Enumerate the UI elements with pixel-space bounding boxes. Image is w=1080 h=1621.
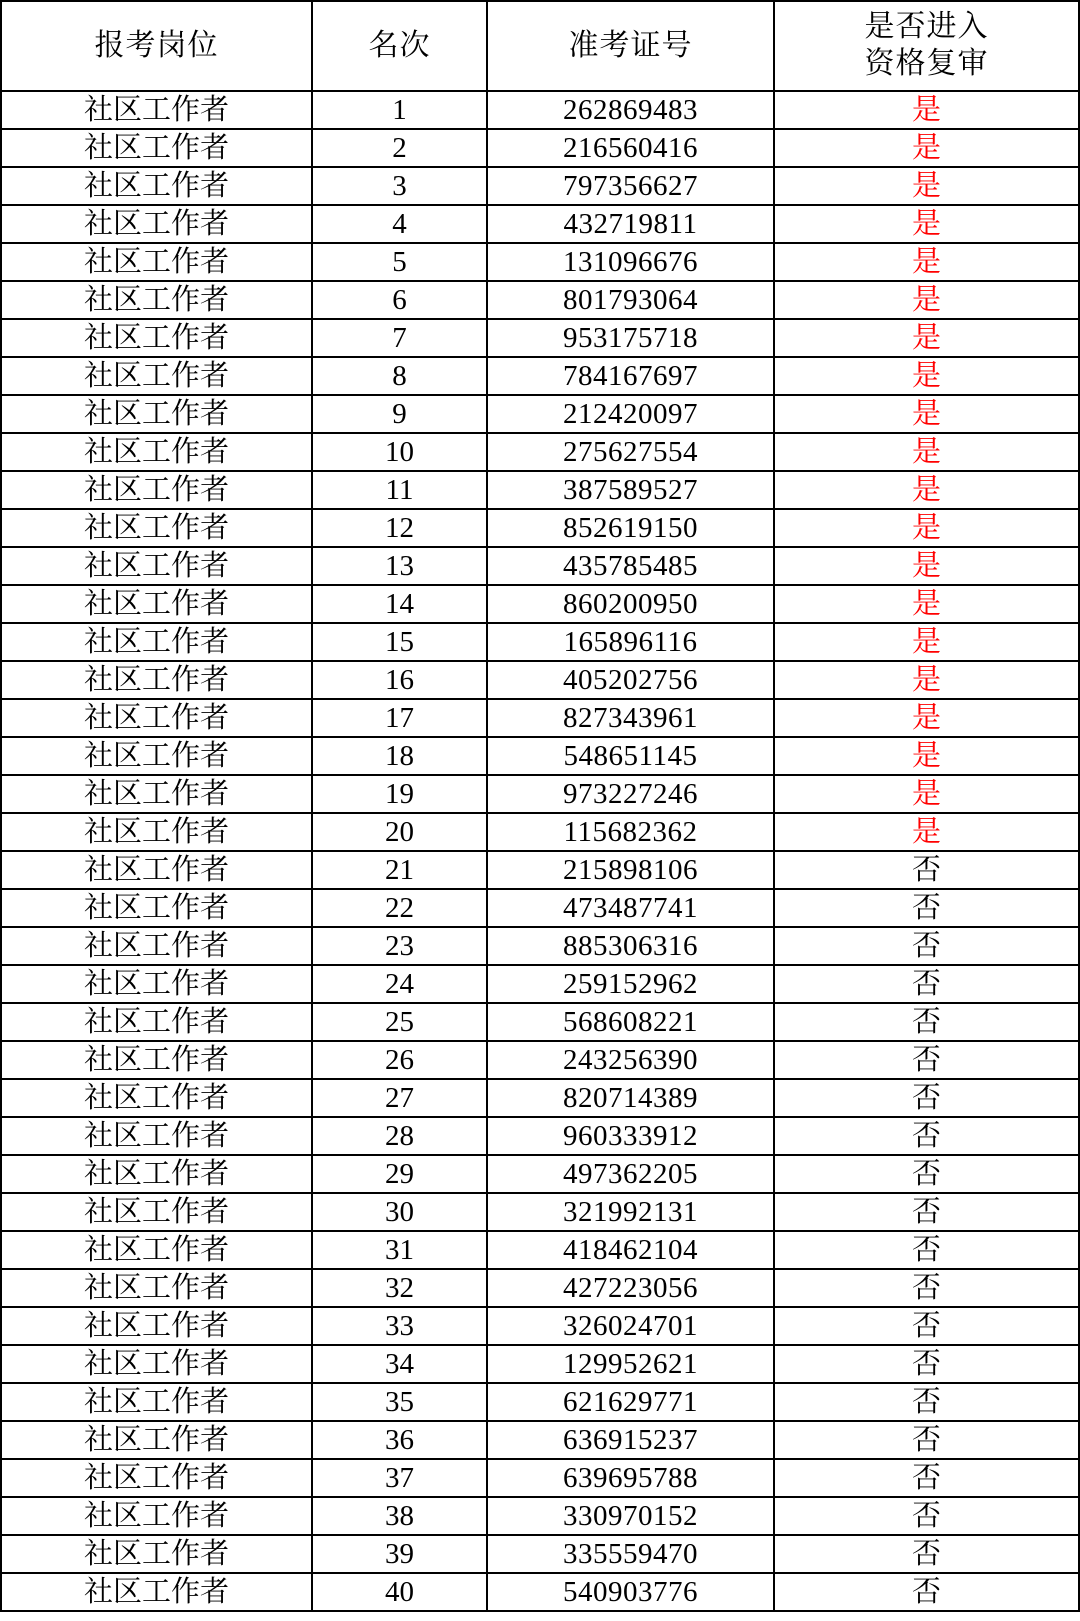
table-row <box>1 91 1079 129</box>
cell-ticket: 432719811 <box>487 205 774 243</box>
cell-post: 社区工作者 <box>1 1497 312 1535</box>
cell-post: 社区工作者 <box>1 1345 312 1383</box>
cell-ticket: 115682362 <box>487 813 774 851</box>
cell-post: 社区工作者 <box>1 737 312 775</box>
column-header-rank <box>312 1 487 91</box>
column-header-review-line-1: 是否进入 <box>864 10 989 44</box>
cell-post: 社区工作者 <box>1 91 312 129</box>
cell-review: 是 <box>774 357 1079 395</box>
cell-ticket: 797356627 <box>487 167 774 205</box>
cell-ticket: 326024701 <box>487 1307 774 1345</box>
cell-post: 社区工作者 <box>1 433 312 471</box>
cell-review: 否 <box>774 889 1079 927</box>
cell-post: 社区工作者 <box>1 699 312 737</box>
table-row <box>1 1459 1079 1497</box>
cell-rank: 35 <box>312 1383 487 1421</box>
table-row <box>1 281 1079 319</box>
table-row <box>1 205 1079 243</box>
cell-rank: 20 <box>312 813 487 851</box>
cell-ticket: 801793064 <box>487 281 774 319</box>
cell-review: 是 <box>774 813 1079 851</box>
cell-ticket: 548651145 <box>487 737 774 775</box>
cell-review: 否 <box>774 1155 1079 1193</box>
table-header-row <box>1 1 1079 91</box>
table-row <box>1 129 1079 167</box>
table-row <box>1 357 1079 395</box>
cell-review: 是 <box>774 471 1079 509</box>
table-row <box>1 775 1079 813</box>
cell-ticket: 216560416 <box>487 129 774 167</box>
cell-ticket: 165896116 <box>487 623 774 661</box>
cell-ticket: 784167697 <box>487 357 774 395</box>
column-header-review <box>774 1 1079 91</box>
cell-review: 否 <box>774 1193 1079 1231</box>
cell-post: 社区工作者 <box>1 1573 312 1611</box>
cell-ticket: 243256390 <box>487 1041 774 1079</box>
cell-ticket: 418462104 <box>487 1231 774 1269</box>
cell-post: 社区工作者 <box>1 1041 312 1079</box>
table-row <box>1 471 1079 509</box>
cell-post: 社区工作者 <box>1 205 312 243</box>
cell-ticket: 405202756 <box>487 661 774 699</box>
cell-review: 是 <box>774 547 1079 585</box>
cell-post: 社区工作者 <box>1 167 312 205</box>
cell-rank: 14 <box>312 585 487 623</box>
cell-ticket: 262869483 <box>487 91 774 129</box>
table-row <box>1 395 1079 433</box>
table-row <box>1 1041 1079 1079</box>
cell-ticket: 973227246 <box>487 775 774 813</box>
cell-post: 社区工作者 <box>1 851 312 889</box>
cell-review: 否 <box>774 1117 1079 1155</box>
cell-review: 否 <box>774 1573 1079 1611</box>
cell-post: 社区工作者 <box>1 1193 312 1231</box>
cell-review: 否 <box>774 1421 1079 1459</box>
cell-post: 社区工作者 <box>1 1231 312 1269</box>
cell-post: 社区工作者 <box>1 1383 312 1421</box>
cell-post: 社区工作者 <box>1 1155 312 1193</box>
cell-ticket: 820714389 <box>487 1079 774 1117</box>
cell-rank: 9 <box>312 395 487 433</box>
cell-post: 社区工作者 <box>1 243 312 281</box>
table-row <box>1 1307 1079 1345</box>
cell-ticket: 321992131 <box>487 1193 774 1231</box>
table-row <box>1 699 1079 737</box>
table-row <box>1 319 1079 357</box>
cell-review: 是 <box>774 243 1079 281</box>
cell-ticket: 435785485 <box>487 547 774 585</box>
cell-rank: 31 <box>312 1231 487 1269</box>
cell-ticket: 960333912 <box>487 1117 774 1155</box>
cell-review: 是 <box>774 775 1079 813</box>
cell-post: 社区工作者 <box>1 1421 312 1459</box>
column-header-rank-line-1: 名次 <box>368 28 431 62</box>
cell-ticket: 275627554 <box>487 433 774 471</box>
table-row <box>1 623 1079 661</box>
table-row <box>1 1193 1079 1231</box>
cell-review: 否 <box>774 1307 1079 1345</box>
cell-rank: 16 <box>312 661 487 699</box>
cell-post: 社区工作者 <box>1 471 312 509</box>
cell-review: 否 <box>774 1003 1079 1041</box>
cell-review: 是 <box>774 91 1079 129</box>
cell-post: 社区工作者 <box>1 889 312 927</box>
column-header-post-line-1: 报考岗位 <box>94 28 219 62</box>
column-header-post <box>1 1 312 91</box>
cell-rank: 4 <box>312 205 487 243</box>
cell-ticket: 473487741 <box>487 889 774 927</box>
cell-rank: 10 <box>312 433 487 471</box>
cell-ticket: 330970152 <box>487 1497 774 1535</box>
cell-rank: 30 <box>312 1193 487 1231</box>
cell-ticket: 953175718 <box>487 319 774 357</box>
cell-rank: 8 <box>312 357 487 395</box>
table-row <box>1 737 1079 775</box>
cell-review: 是 <box>774 129 1079 167</box>
cell-post: 社区工作者 <box>1 1307 312 1345</box>
cell-review: 是 <box>774 433 1079 471</box>
cell-review: 是 <box>774 509 1079 547</box>
cell-post: 社区工作者 <box>1 813 312 851</box>
cell-post: 社区工作者 <box>1 1269 312 1307</box>
cell-review: 否 <box>774 1231 1079 1269</box>
cell-rank: 36 <box>312 1421 487 1459</box>
cell-rank: 37 <box>312 1459 487 1497</box>
cell-rank: 40 <box>312 1573 487 1611</box>
cell-review: 否 <box>774 851 1079 889</box>
cell-rank: 13 <box>312 547 487 585</box>
table-row <box>1 1003 1079 1041</box>
cell-rank: 21 <box>312 851 487 889</box>
cell-post: 社区工作者 <box>1 129 312 167</box>
cell-ticket: 827343961 <box>487 699 774 737</box>
table-row <box>1 927 1079 965</box>
table-row <box>1 585 1079 623</box>
cell-rank: 38 <box>312 1497 487 1535</box>
cell-rank: 26 <box>312 1041 487 1079</box>
cell-ticket: 131096676 <box>487 243 774 281</box>
cell-review: 否 <box>774 965 1079 1003</box>
cell-post: 社区工作者 <box>1 319 312 357</box>
cell-review: 是 <box>774 585 1079 623</box>
cell-review: 是 <box>774 281 1079 319</box>
cell-rank: 2 <box>312 129 487 167</box>
cell-ticket: 497362205 <box>487 1155 774 1193</box>
table-row <box>1 813 1079 851</box>
cell-ticket: 636915237 <box>487 1421 774 1459</box>
cell-review: 否 <box>774 1079 1079 1117</box>
cell-review: 是 <box>774 661 1079 699</box>
cell-post: 社区工作者 <box>1 509 312 547</box>
table-row <box>1 1345 1079 1383</box>
cell-post: 社区工作者 <box>1 281 312 319</box>
cell-review: 否 <box>774 927 1079 965</box>
table-row <box>1 1231 1079 1269</box>
cell-ticket: 885306316 <box>487 927 774 965</box>
cell-review: 是 <box>774 395 1079 433</box>
cell-rank: 24 <box>312 965 487 1003</box>
column-header-review-line-2: 资格复审 <box>864 47 989 80</box>
cell-review: 否 <box>774 1269 1079 1307</box>
cell-post: 社区工作者 <box>1 395 312 433</box>
cell-post: 社区工作者 <box>1 623 312 661</box>
cell-rank: 7 <box>312 319 487 357</box>
cell-rank: 18 <box>312 737 487 775</box>
cell-review: 否 <box>774 1535 1079 1573</box>
cell-post: 社区工作者 <box>1 1003 312 1041</box>
table-row <box>1 1497 1079 1535</box>
cell-post: 社区工作者 <box>1 585 312 623</box>
cell-review: 否 <box>774 1041 1079 1079</box>
cell-post: 社区工作者 <box>1 661 312 699</box>
cell-review: 是 <box>774 319 1079 357</box>
cell-rank: 32 <box>312 1269 487 1307</box>
cell-rank: 25 <box>312 1003 487 1041</box>
cell-ticket: 860200950 <box>487 585 774 623</box>
cell-review: 是 <box>774 699 1079 737</box>
cell-ticket: 540903776 <box>487 1573 774 1611</box>
table-row <box>1 243 1079 281</box>
table-row <box>1 167 1079 205</box>
cell-rank: 1 <box>312 91 487 129</box>
cell-post: 社区工作者 <box>1 927 312 965</box>
cell-rank: 11 <box>312 471 487 509</box>
cell-ticket: 621629771 <box>487 1383 774 1421</box>
cell-rank: 39 <box>312 1535 487 1573</box>
table-row <box>1 547 1079 585</box>
cell-rank: 29 <box>312 1155 487 1193</box>
cell-ticket: 335559470 <box>487 1535 774 1573</box>
cell-rank: 6 <box>312 281 487 319</box>
table-row <box>1 1269 1079 1307</box>
cell-ticket: 387589527 <box>487 471 774 509</box>
cell-rank: 23 <box>312 927 487 965</box>
cell-post: 社区工作者 <box>1 1535 312 1573</box>
cell-ticket: 212420097 <box>487 395 774 433</box>
cell-review: 否 <box>774 1497 1079 1535</box>
cell-review: 否 <box>774 1345 1079 1383</box>
table-row <box>1 1155 1079 1193</box>
cell-post: 社区工作者 <box>1 547 312 585</box>
cell-rank: 22 <box>312 889 487 927</box>
cell-post: 社区工作者 <box>1 357 312 395</box>
cell-review: 否 <box>774 1383 1079 1421</box>
cell-review: 是 <box>774 205 1079 243</box>
column-header-ticket-line-1: 准考证号 <box>568 28 693 62</box>
table-row <box>1 889 1079 927</box>
cell-post: 社区工作者 <box>1 965 312 1003</box>
cell-rank: 15 <box>312 623 487 661</box>
table-body <box>1 91 1079 1611</box>
table-row <box>1 1079 1079 1117</box>
table-row <box>1 965 1079 1003</box>
cell-rank: 17 <box>312 699 487 737</box>
cell-rank: 28 <box>312 1117 487 1155</box>
table-header <box>1 1 1079 91</box>
cell-rank: 33 <box>312 1307 487 1345</box>
cell-post: 社区工作者 <box>1 1459 312 1497</box>
cell-post: 社区工作者 <box>1 1079 312 1117</box>
table-row <box>1 851 1079 889</box>
cell-rank: 12 <box>312 509 487 547</box>
cell-rank: 34 <box>312 1345 487 1383</box>
cell-post: 社区工作者 <box>1 1117 312 1155</box>
cell-review: 否 <box>774 1459 1079 1497</box>
cell-rank: 27 <box>312 1079 487 1117</box>
cell-rank: 3 <box>312 167 487 205</box>
table-row <box>1 1421 1079 1459</box>
table-row <box>1 1535 1079 1573</box>
table-row <box>1 433 1079 471</box>
table-row <box>1 509 1079 547</box>
cell-ticket: 129952621 <box>487 1345 774 1383</box>
cell-ticket: 427223056 <box>487 1269 774 1307</box>
column-header-ticket <box>487 1 774 91</box>
cell-review: 是 <box>774 623 1079 661</box>
table-row <box>1 1573 1079 1611</box>
table-row <box>1 1117 1079 1155</box>
cell-ticket: 568608221 <box>487 1003 774 1041</box>
cell-review: 是 <box>774 167 1079 205</box>
table-row <box>1 661 1079 699</box>
cell-ticket: 852619150 <box>487 509 774 547</box>
cell-ticket: 259152962 <box>487 965 774 1003</box>
table-row <box>1 1383 1079 1421</box>
cell-post: 社区工作者 <box>1 775 312 813</box>
cell-ticket: 215898106 <box>487 851 774 889</box>
cell-rank: 19 <box>312 775 487 813</box>
cell-rank: 5 <box>312 243 487 281</box>
cell-ticket: 639695788 <box>487 1459 774 1497</box>
cell-review: 是 <box>774 737 1079 775</box>
